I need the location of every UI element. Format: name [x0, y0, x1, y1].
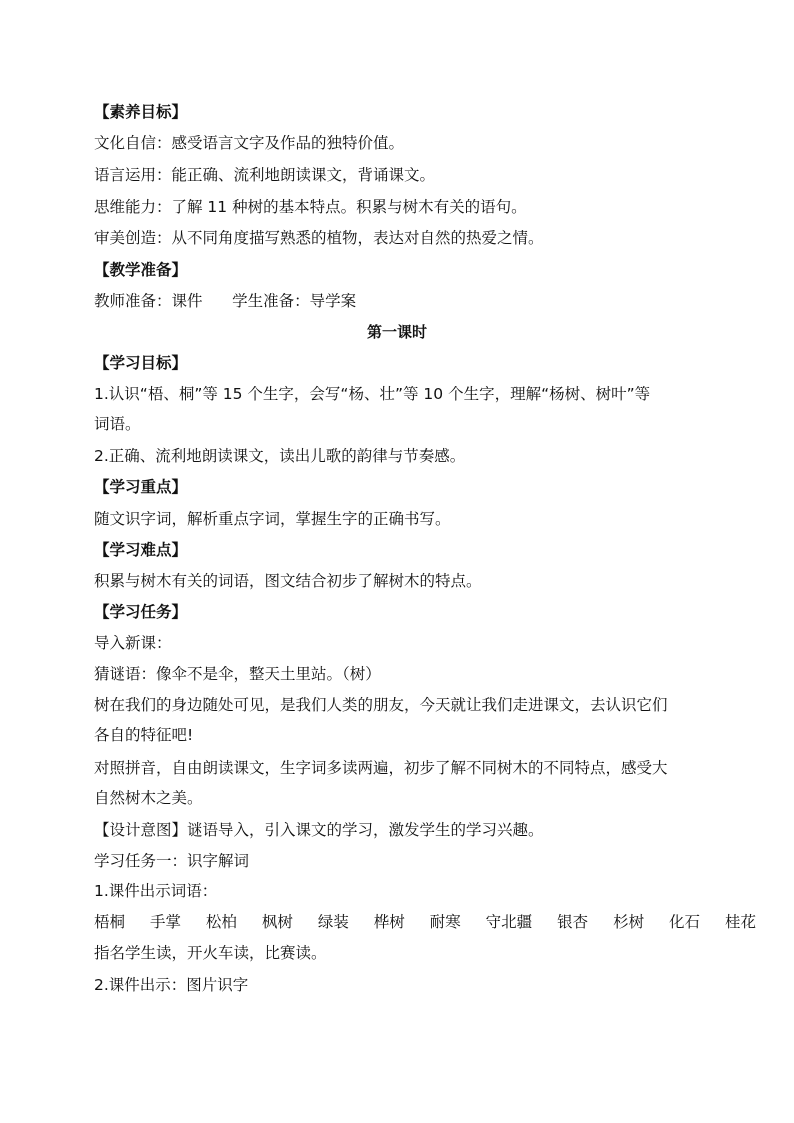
difficult-points-text: 积累与树木有关的词语，图文结合初步了解树木的特点。 [94, 572, 482, 590]
heading-key-points: 【学习重点】 [94, 478, 188, 496]
lesson-title: 第一课时 [366, 323, 427, 341]
goal-cultural-confidence: 文化自信：感受语言文字及作品的独特价值。 [94, 134, 405, 152]
riddle-text: 猜谜语：像伞不是伞，整天土里站。（树） [94, 665, 381, 683]
vocab-word: 桦树 [373, 913, 405, 931]
goal-thinking-ability: 思维能力：了解 11 种树的基本特点。积累与树木有关的语句。 [94, 198, 527, 216]
goal-language-use: 语言运用：能正确、流利地朗读课文，背诵课文。 [94, 166, 436, 184]
paragraph-1-line-2: 各自的特征吧! [94, 726, 194, 744]
key-points-text: 随文识字词，解析重点字词，掌握生字的正确书写。 [94, 510, 451, 528]
paragraph-1-line-1: 树在我们的身边随处可见，是我们人类的朋友，今天就让我们走进课文，去认识它们 [94, 696, 668, 714]
objective-1-line-2: 词语。 [94, 415, 141, 433]
vocabulary-word-list [94, 912, 776, 932]
heading-teaching-preparation: 【教学准备】 [94, 261, 188, 279]
vocab-word: 守北疆 [485, 913, 533, 931]
vocab-word: 梧桐 [94, 913, 126, 931]
reading-methods: 指名学生读，开火车读，比赛读。 [94, 944, 327, 962]
heading-learning-objectives: 【学习目标】 [94, 354, 188, 372]
vocab-word: 杉树 [613, 913, 645, 931]
paragraph-2-line-2: 自然树木之美。 [94, 789, 203, 807]
paragraph-2-line-1: 对照拼音，自由朗读课文，生字词多读两遍，初步了解不同树木的不同特点，感受大 [94, 759, 668, 777]
vocab-word: 银杏 [557, 913, 589, 931]
preparation-line: 教师准备：课件 学生准备：导学案 [94, 292, 357, 310]
intro-label: 导入新课： [94, 634, 172, 652]
design-intent-text: 谜语导入，引入课文的学习，激发学生的学习兴趣。 [187, 821, 544, 839]
vocab-word: 桂花 [724, 913, 756, 931]
vocab-word: 枫树 [261, 913, 293, 931]
objective-1-line-1: 1.认识“梧、桐”等 15 个生字，会写“杨、壮”等 10 个生字，理解“杨树、树叶”等 [94, 385, 651, 403]
step-2-label: 2.课件出示：图片识字 [94, 976, 249, 994]
objective-2: 2.正确、流利地朗读课文，读出儿歌的韵律与节奏感。 [94, 447, 466, 465]
vocab-word: 耐寒 [429, 913, 461, 931]
design-intent-line [94, 820, 544, 840]
task-1-heading: 学习任务一：识字解词 [94, 852, 250, 870]
goal-aesthetic-creation: 审美创造：从不同角度描写熟悉的植物，表达对自然的热爱之情。 [94, 229, 544, 247]
design-intent-label: 【设计意图】 [94, 821, 188, 839]
vocab-word: 松柏 [205, 913, 237, 931]
heading-difficult-points: 【学习难点】 [94, 541, 188, 559]
vocab-word: 手掌 [149, 913, 181, 931]
vocab-word: 绿装 [317, 913, 349, 931]
step-1-label: 1.课件出示词语： [94, 882, 218, 900]
heading-core-literacy-goals: 【素养目标】 [94, 103, 188, 121]
vocab-word: 化石 [669, 913, 701, 931]
heading-learning-tasks: 【学习任务】 [94, 603, 188, 621]
